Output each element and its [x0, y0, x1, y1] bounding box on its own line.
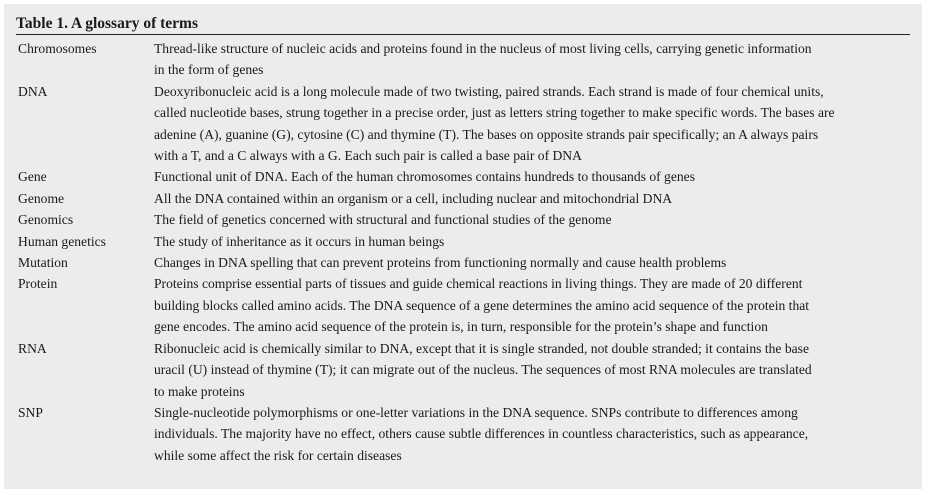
glossary-list	[16, 38, 910, 466]
definition-line: Changes in DNA spelling that can prevent proteins from functioning normally and cause health problems	[154, 255, 727, 271]
table-caption: Table 1. A glossary of terms	[16, 15, 198, 32]
definition-line: individuals. The majority have no effect, others cause subtle differences in countless characteristics, such as appearance,	[154, 426, 809, 442]
glossary-definition	[154, 252, 910, 273]
definition-line: The field of genetics concerned with structural and functional studies of the genome	[154, 212, 612, 228]
definition-line: Thread-like structure of nucleic acids and proteins found in the nucleus of most living cells, carrying genetic information	[154, 41, 812, 56]
glossary-term: Genome	[18, 190, 65, 206]
glossary-definition	[154, 231, 910, 252]
glossary-term: RNA	[18, 340, 47, 356]
definition-line: to make proteins	[154, 383, 245, 399]
glossary-entry	[16, 402, 910, 466]
definition-line: called nucleotide bases, strung together in a precise order, just as letters string together to make specific words. The bases are	[154, 105, 835, 121]
caption-rule	[16, 34, 910, 35]
glossary-definition	[154, 166, 910, 187]
definition-line: Ribonucleic acid is chemically similar to DNA, except that it is single stranded, not double stranded; it contains the base	[154, 340, 809, 356]
glossary-entry	[16, 188, 910, 209]
glossary-definition	[154, 209, 910, 230]
definition-line: gene encodes. The amino acid sequence of the protein is, in turn, responsible for the protein’s shape and function	[154, 319, 768, 335]
glossary-definition	[154, 38, 910, 81]
glossary-entry	[16, 209, 910, 230]
glossary-entry	[16, 273, 910, 337]
definition-line: adenine (A), guanine (G), cytosine (C) and thymine (T). The bases on opposite strands pair specifically; an A always pairs	[154, 126, 819, 142]
definition-line: while some affect the risk for certain diseases	[154, 447, 402, 463]
glossary-term: Genomics	[18, 212, 74, 228]
glossary-term: Mutation	[18, 255, 68, 271]
definition-line: uracil (U) instead of thymine (T); it can migrate out of the nucleus. The sequences of most RNA molecules are translated	[154, 362, 812, 378]
glossary-entry	[16, 81, 910, 167]
glossary-entry	[16, 231, 910, 252]
definition-line: Deoxyribonucleic acid is a long molecule made of two twisting, paired strands. Each strand is made of four chemical units,	[154, 83, 824, 99]
definition-line: All the DNA contained within an organism or a cell, including nuclear and mitochondrial DNA	[154, 190, 673, 206]
glossary-entry	[16, 38, 910, 81]
glossary-definition	[154, 188, 910, 209]
glossary-table-panel	[4, 4, 922, 489]
glossary-definition	[154, 81, 910, 167]
glossary-term: SNP	[18, 404, 43, 420]
definition-line: Functional unit of DNA. Each of the human chromosomes contains hundreds to thousands of genes	[154, 169, 696, 185]
definition-line: Single-nucleotide polymorphisms or one-letter variations in the DNA sequence. SNPs contribute to differences among	[154, 404, 798, 420]
glossary-term: Protein	[18, 276, 58, 292]
glossary-term: Chromosomes	[18, 41, 97, 56]
glossary-entry	[16, 166, 910, 187]
glossary-definition	[154, 273, 910, 337]
definition-line: in the form of genes	[154, 62, 264, 78]
glossary-term: Human genetics	[18, 233, 106, 249]
glossary-definition	[154, 402, 910, 466]
glossary-entry	[16, 252, 910, 273]
definition-line: Proteins comprise essential parts of tissues and guide chemical reactions in living things. They are made of 20 different	[154, 276, 803, 292]
glossary-definition	[154, 338, 910, 402]
glossary-entry	[16, 338, 910, 402]
definition-line: The study of inheritance as it occurs in human beings	[154, 233, 445, 249]
glossary-term: DNA	[18, 83, 48, 99]
definition-line: with a T, and a C always with a G. Each such pair is called a base pair of DNA	[154, 148, 582, 164]
definition-line: building blocks called amino acids. The DNA sequence of a gene determines the amino acid sequence of the protein that	[154, 297, 810, 313]
glossary-term: Gene	[18, 169, 47, 185]
